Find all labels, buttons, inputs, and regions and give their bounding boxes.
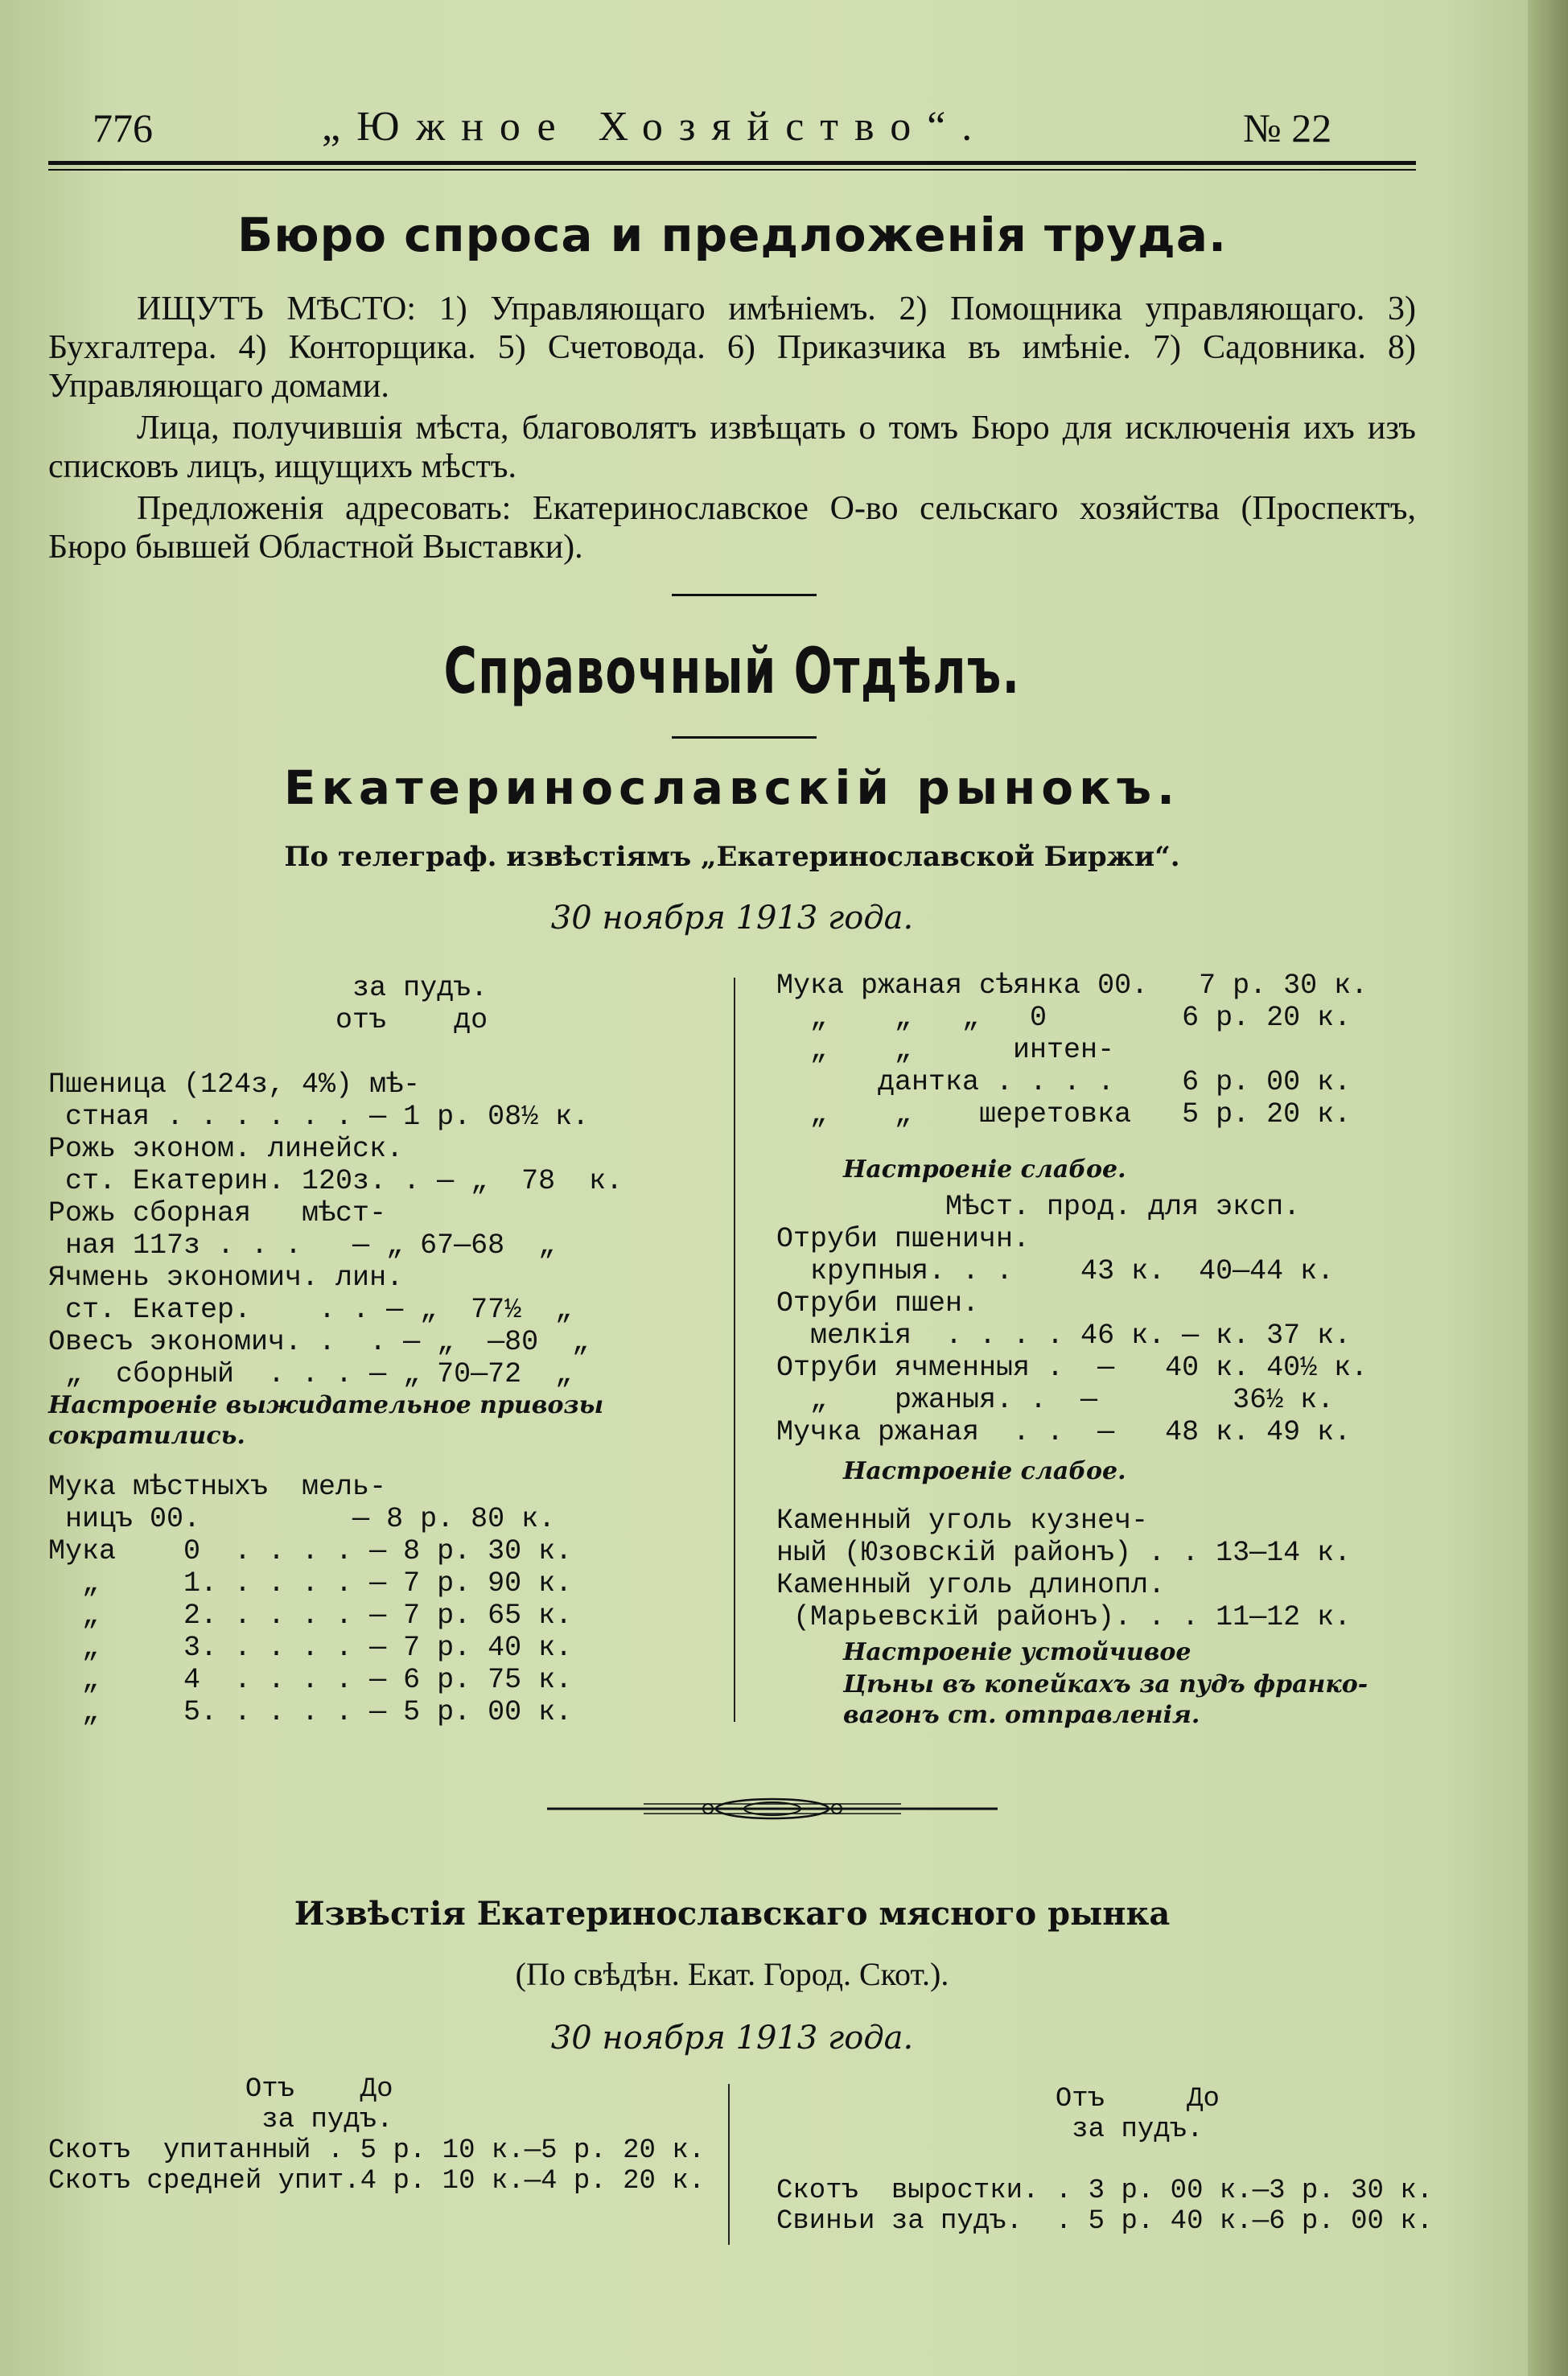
price-row: Рожь сборная мѣст- [48,1197,387,1229]
bureau-heading: Бюро спроса и предложенія труда. [237,208,1227,262]
header-rule-thin [48,169,1416,171]
price-row: Мука ржаная сѣянка 00. 7 р. 30 к. [776,970,1368,1002]
price-row: Мука мѣстныхъ мель- [48,1471,387,1503]
price-row: Мѣст. прод. для эксп. [776,1191,1301,1223]
price-row: Мука 0 . . . . — 8 р. 30 к. [48,1535,573,1567]
meat-market-date: 30 ноября 1913 года. [550,2020,914,2057]
price-row: Ячмень экономич. лин. [48,1262,404,1294]
price-row: дантка . . . . 6 р. 00 к. [776,1066,1352,1098]
price-row: „ „ шеретовка 5 р. 20 к. [776,1098,1352,1130]
meat-price-row: Отъ До [776,2084,1220,2115]
flour-price-list [48,1471,572,1728]
price-basis-note: Цѣны въ копейкахъ за пудъ франко-вагонъ ст. отправленія. [843,1670,1368,1729]
price-row: „ 1. . . . . — 7 р. 90 к. [48,1567,573,1600]
price-row: за пудъ. [48,972,488,1004]
bran-mood-note: Настроеніе слабое. [843,1457,1126,1485]
price-row: Каменный уголь кузнеч- [776,1505,1149,1537]
bureau-notice-paragraph: Лица, получившія мѣста, благоволятъ извѣщать о томъ Бюро для исключенія ихъ изъ списковъ лицъ, ищущихъ мѣстъ. [48,410,1416,485]
price-row: ная 117з . . . — „ 67—68 „ [48,1229,556,1262]
price-row: мелкія . . . . 46 к. — к. 37 к. [776,1320,1352,1352]
issue-number: № 22 [1243,105,1332,150]
section-title: Справочный Отдѣлъ. [443,636,1021,708]
meat-price-row: Отъ До [48,2074,393,2105]
meat-price-row: Свиньи за пудъ. . 5 р. 40 к.—6 р. 00 к. [776,2206,1434,2237]
section-divider [672,736,817,739]
meat-price-row: за пудъ. [48,2105,393,2135]
price-row: (Марьевскій районъ). . . 11—12 к. [776,1601,1352,1633]
cattle-price-list [48,2074,705,2197]
price-row: „ 3. . . . . — 7 р. 40 к. [48,1632,573,1664]
price-row: крупныя. . . 43 к. 40—44 к. [776,1255,1335,1287]
price-row: ст. Екатер. . . — „ 77½ „ [48,1294,573,1326]
column-divider [734,978,735,1722]
market-heading: Екатеринославскій рынокъ. [283,760,1181,815]
header-rule-thick [48,161,1416,165]
price-row: Пшеница (124з, 4%) мѣ- [48,1069,421,1101]
ornament-divider [547,1793,998,1825]
price-row: Мучка ржаная . . — 48 к. 49 к. [776,1416,1352,1448]
price-row: „ „ интен- [776,1034,1115,1066]
meat-price-row: за пудъ. [776,2115,1204,2145]
meat-price-row: Скотъ упитанный . 5 р. 10 к.—5 р. 20 к. [48,2135,706,2166]
meat-price-row [776,2145,1433,2176]
meat-price-row: Скотъ средней упит.4 р. 10 к.—4 р. 20 к. [48,2166,706,2197]
price-row: отъ до [48,1004,488,1036]
price-row: Отруби ячменныя . — 40 к. 40½ к. [776,1352,1368,1384]
bureau-address-paragraph: Предложенія адресовать: Екатеринославское О-во сельскаго хозяйства (Проспектъ, Бюро бывшей Областной Выставки). [48,490,1416,566]
livestock-price-list [776,2084,1433,2237]
price-row: Отруби пшен. [776,1287,980,1320]
bureau-seeking-paragraph: ИЩУТЪ МѢСТО: 1) Управляющаго имѣніемъ. 2) Помощника управляющаго. 3) Бухгалтера. 4) Конторщика. 5) Счетовода. 6) Приказчика въ имѣніе. 7) Садовника. 8) Управляющаго домами. [48,290,1416,405]
market-source: По телеграф. извѣстіямъ „Екатеринославской Биржи“. [284,841,1180,873]
page-edge-shadow [1528,0,1568,2376]
market-date: 30 ноября 1913 года. [550,900,914,937]
price-row: „ 5. . . . . — 5 р. 00 к. [48,1696,573,1728]
price-row: ницъ 00. — 8 р. 80 к. [48,1503,556,1535]
price-row: ный (Юзовскій районъ) . . 13—14 к. [776,1537,1352,1569]
price-row: „ сборный . . . — „ 70—72 „ [48,1358,573,1390]
price-row: Отруби пшеничн. [776,1223,1031,1255]
price-row: стная . . . . . . — 1 р. 08½ к. [48,1101,590,1133]
price-row: „ ржаныя. . — 36½ к. [776,1384,1335,1416]
price-row: Каменный уголь длинопл. [776,1569,1166,1601]
section-divider [672,594,817,596]
price-row: „ 4 . . . . — 6 р. 75 к. [48,1664,573,1696]
meat-price-row: Скотъ выростки. . 3 р. 00 к.—3 р. 30 к. [776,2176,1434,2206]
price-row [48,1036,623,1069]
rye-mood-note: Настроеніе слабое. [843,1155,1126,1184]
price-row: Овесъ экономич. . . — „ —80 „ [48,1326,590,1358]
column-divider [728,2084,730,2245]
coal-price-list [776,1505,1351,1633]
bran-price-list [776,1191,1368,1448]
journal-title: „Южное Хозяйство“. [322,104,989,150]
page-number: 776 [93,105,153,150]
meat-market-heading: Извѣстія Екатеринославскаго мясного рынка [294,1895,1171,1933]
price-row: Рожь эконом. линейск. [48,1133,404,1165]
rye-flour-price-list [776,970,1368,1130]
price-row: „ 2. . . . . — 7 р. 65 к. [48,1600,573,1632]
meat-market-source: (По свѣдѣн. Екат. Город. Скот.). [515,1956,949,1992]
price-row: „ „ „ 0 6 р. 20 к. [776,1002,1352,1034]
price-row: ст. Екатерин. 120з. . — „ 78 к. [48,1165,623,1197]
coal-mood-note: Настроеніе устойчивое [843,1638,1191,1666]
grain-mood-note: Настроеніе выжидательное привозы сократились. [48,1391,604,1450]
grain-price-list [48,972,623,1390]
